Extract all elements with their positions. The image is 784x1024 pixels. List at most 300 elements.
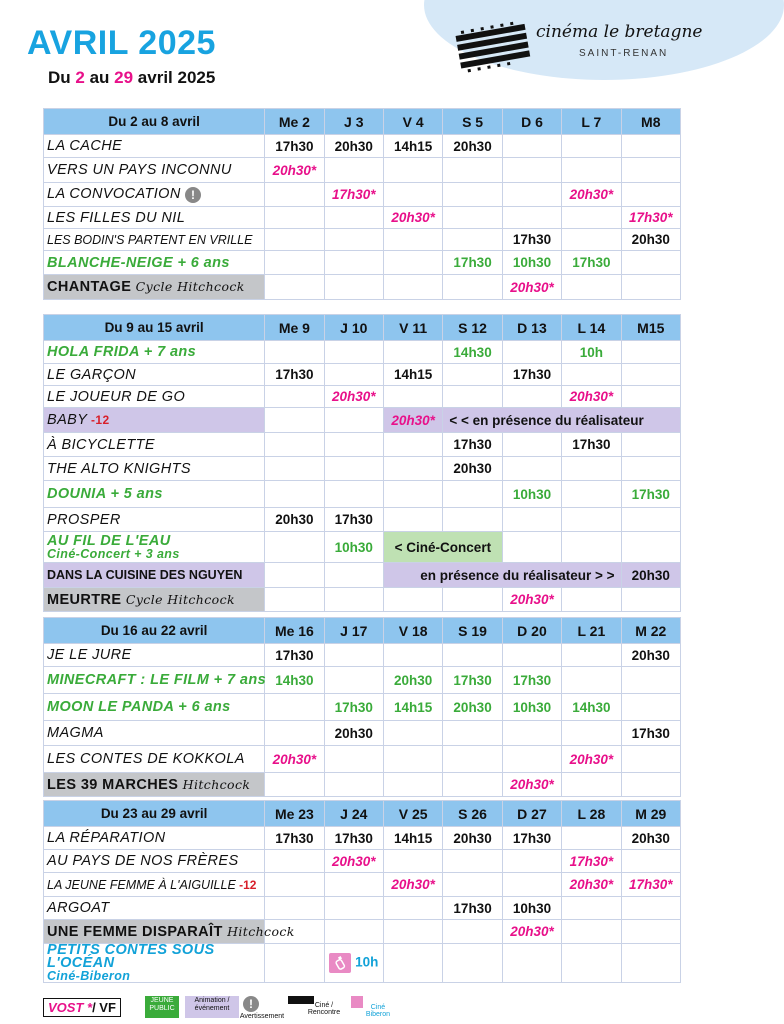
film-row: [44, 251, 681, 275]
week-table: [43, 800, 681, 983]
showtime: [324, 667, 383, 694]
showtime: 17h30: [265, 135, 324, 158]
film-title-text: DANS LA CUISINE DES NGUYEN: [47, 568, 243, 582]
showtime: 20h30: [621, 229, 680, 251]
showtime: [265, 457, 324, 481]
showtime: [324, 251, 383, 275]
showtime: 17h30: [265, 827, 324, 850]
showtime: [621, 920, 680, 944]
film-title-text: LA CONVOCATION: [47, 186, 181, 203]
showtime: 17h30: [502, 364, 561, 386]
showtime: 20h30*: [324, 850, 383, 873]
film-title-text: LES 39 MARCHES: [47, 776, 179, 793]
film-row: [44, 275, 681, 300]
week-table: [43, 314, 681, 612]
showtime: [383, 183, 442, 207]
film-title-text: BLANCHE-NEIGE: [47, 254, 174, 271]
age-restriction: -12: [235, 877, 257, 892]
film-title: [44, 532, 265, 563]
film-title-text: LES BODIN'S PARTENT EN VRILLE: [47, 232, 253, 247]
showtime: 17h30: [265, 644, 324, 667]
showtime: 14h15: [383, 135, 442, 158]
legend: [43, 996, 463, 1022]
film-row: [44, 408, 681, 433]
day-header: M15: [621, 315, 680, 341]
showtime: 20h30: [324, 721, 383, 746]
film-title-text: MINECRAFT : LE FILM: [47, 672, 210, 688]
day-header: L 21: [562, 618, 621, 644]
showtime: [383, 721, 442, 746]
showtime: 14h30: [562, 694, 621, 721]
showtime: 17h30: [502, 827, 561, 850]
showtime: [383, 644, 442, 667]
showtime: [562, 773, 621, 797]
showtime: 20h30*: [502, 773, 561, 797]
showtime: 20h30: [443, 827, 502, 850]
showtime: [324, 275, 383, 300]
showtime: 20h30*: [383, 873, 442, 897]
showtime: [621, 183, 680, 207]
showtime: [324, 773, 383, 797]
showtime: [383, 229, 442, 251]
showtime: [562, 827, 621, 850]
showtime: 17h30: [562, 251, 621, 275]
showtime: [383, 944, 442, 983]
showtime: 20h30*: [502, 275, 561, 300]
showtime: [562, 481, 621, 508]
event-note: < < en présence du réalisateur: [443, 408, 681, 433]
showtime: [502, 721, 561, 746]
film-title: [44, 183, 265, 207]
showtime: 17h30: [324, 508, 383, 532]
film-title-text: LE GARÇON: [47, 366, 137, 383]
showtime: 14h15: [383, 364, 442, 386]
film-title: [44, 827, 265, 850]
cinema-name: cinéma le bretagne: [536, 22, 703, 42]
film-title-text: MOON LE PANDA: [47, 699, 174, 715]
showtime: [383, 251, 442, 275]
film-title: [44, 229, 265, 251]
showtime: 20h30: [621, 563, 680, 588]
film-row: [44, 135, 681, 158]
film-title: [44, 481, 265, 508]
showtime: [621, 341, 680, 364]
day-header: L 28: [562, 801, 621, 827]
film-row: [44, 746, 681, 773]
cycle-label: Cycle Hitchcock: [121, 591, 235, 607]
showtime: [562, 508, 621, 532]
showtime: [265, 408, 324, 433]
film-title: [44, 873, 265, 897]
showtime: [502, 873, 561, 897]
film-title: [44, 694, 265, 721]
age-tag: + 7 ans: [209, 672, 267, 688]
showtime: [502, 433, 561, 457]
film-title: [44, 721, 265, 746]
week-range: Du 2 au 8 avril: [44, 109, 265, 135]
cycle-label: Hitchcock: [222, 923, 295, 939]
film-title-text: LES CONTES DE KOKKOLA: [47, 751, 245, 767]
showtime: [443, 275, 502, 300]
film-title-text: AU FIL DE L'EAU: [47, 532, 171, 549]
showtime: 20h30: [443, 694, 502, 721]
showtime: [265, 341, 324, 364]
day-header: J 3: [324, 109, 383, 135]
film-title: [44, 364, 265, 386]
film-title-text: LE JOUEUR DE GO: [47, 388, 186, 405]
day-header: Me 16: [265, 618, 324, 644]
showtime: [443, 183, 502, 207]
film-title: [44, 850, 265, 873]
film-title-text: LES FILLES DU NIL: [47, 209, 186, 226]
film-title: [44, 158, 265, 183]
film-row: [44, 944, 681, 983]
showtime: 10h: [562, 341, 621, 364]
film-title-text: VERS UN PAYS INCONNU: [47, 162, 232, 178]
legend-cine-rencontre: Ciné / Rencontre: [307, 1002, 341, 1016]
showtime: [324, 481, 383, 508]
film-row: [44, 386, 681, 408]
showtime: 17h30: [443, 433, 502, 457]
showtime: [621, 364, 680, 386]
legend-avertissement: Avertissement: [239, 1013, 285, 1020]
day-header: M8: [621, 109, 680, 135]
showtime: [621, 508, 680, 532]
showtime: [502, 341, 561, 364]
film-title-text: PROSPER: [47, 511, 121, 528]
film-title-text: DOUNIA: [47, 486, 107, 502]
film-title: [44, 563, 265, 588]
showtime: [562, 207, 621, 229]
day-header: S 26: [443, 801, 502, 827]
age-tag: + 6 ans: [173, 254, 230, 271]
day-header: V 25: [383, 801, 442, 827]
showtime: 17h30*: [324, 183, 383, 207]
film-title: [44, 433, 265, 457]
week-range: Du 23 au 29 avril: [44, 801, 265, 827]
film-row: [44, 364, 681, 386]
showtime: 17h30: [621, 721, 680, 746]
film-title-text: LA JEUNE FEMME À L'AIGUILLE: [47, 877, 236, 892]
showtime: [621, 694, 680, 721]
film-row: [44, 229, 681, 251]
film-title: [44, 457, 265, 481]
showtime: [324, 897, 383, 920]
showtime: [621, 275, 680, 300]
day-header: D 6: [502, 109, 561, 135]
day-header: J 10: [324, 315, 383, 341]
showtime: 17h30: [562, 433, 621, 457]
age-tag: + 5 ans: [106, 486, 163, 502]
day-header: D 20: [502, 618, 561, 644]
cycle-label: Cycle Hitchcock: [131, 279, 245, 294]
showtime: [265, 773, 324, 797]
showtime: [324, 873, 383, 897]
showtime: [265, 873, 324, 897]
day-header: V 4: [383, 109, 442, 135]
day-header: D 27: [502, 801, 561, 827]
showtime: [502, 457, 561, 481]
showtime: [383, 158, 442, 183]
showtime: [443, 229, 502, 251]
showtime: [621, 532, 680, 563]
film-row: [44, 588, 681, 612]
showtime: 20h30: [621, 827, 680, 850]
showtime: [443, 364, 502, 386]
film-title: [44, 135, 265, 158]
showtime: [265, 251, 324, 275]
showtime: 20h30*: [562, 386, 621, 408]
showtime: [443, 481, 502, 508]
showtime: [502, 850, 561, 873]
showtime: [443, 920, 502, 944]
showtime: [562, 588, 621, 612]
showtime: 17h30*: [621, 207, 680, 229]
showtime: [621, 746, 680, 773]
showtime: [265, 721, 324, 746]
warning-icon: !: [185, 187, 201, 203]
film-row: [44, 827, 681, 850]
showtime: [502, 532, 561, 563]
showtime: [383, 897, 442, 920]
film-title: [44, 746, 265, 773]
film-row: [44, 850, 681, 873]
age-restriction: -12: [87, 413, 110, 427]
showtime: 20h30*: [502, 588, 561, 612]
showtime: [562, 275, 621, 300]
film-row: [44, 433, 681, 457]
showtime: 20h30*: [502, 920, 561, 944]
showtime: [383, 275, 442, 300]
film-row: [44, 644, 681, 667]
showtime: [443, 207, 502, 229]
showtime: [265, 386, 324, 408]
legend-warning-icon: !: [243, 996, 259, 1012]
week-table: [43, 108, 681, 300]
film-title-text: MAGMA: [47, 725, 104, 741]
showtime: 20h30*: [562, 746, 621, 773]
showtime: [265, 207, 324, 229]
showtime: [324, 644, 383, 667]
showtime: 20h30: [621, 644, 680, 667]
day-header: Me 23: [265, 801, 324, 827]
showtime: [265, 433, 324, 457]
day-header: M 22: [621, 618, 680, 644]
showtime: 17h30: [324, 694, 383, 721]
showtime: [383, 588, 442, 612]
showtime: [621, 850, 680, 873]
showtime: [621, 386, 680, 408]
film-row: [44, 183, 681, 207]
showtime: [324, 364, 383, 386]
film-title: [44, 773, 265, 797]
day-header: L 7: [562, 109, 621, 135]
showtime: [621, 433, 680, 457]
showtime: 20h30*: [265, 158, 324, 183]
day-header: M 29: [621, 801, 680, 827]
showtime: [562, 667, 621, 694]
showtime: [265, 563, 324, 588]
week-header-row: [44, 801, 681, 827]
film-title-text: MEURTRE: [47, 591, 122, 608]
showtime: 17h30*: [621, 873, 680, 897]
film-row: [44, 508, 681, 532]
film-title-text: PETITS CONTES SOUS L'OCÉAN: [47, 942, 215, 971]
showtime: 14h30: [443, 341, 502, 364]
showtime: [621, 588, 680, 612]
showtime: [265, 944, 324, 983]
showtime: [265, 229, 324, 251]
showtime: [502, 508, 561, 532]
film-title-text: LA RÉPARATION: [47, 830, 166, 846]
film-title: [44, 920, 295, 944]
showtime: [383, 773, 442, 797]
showtime: [324, 158, 383, 183]
showtime: [265, 897, 324, 920]
film-row: [44, 773, 681, 797]
showtime: [265, 183, 324, 207]
showtime: 20h30*: [562, 183, 621, 207]
day-header: S 19: [443, 618, 502, 644]
film-row: [44, 667, 681, 694]
showtime: 10h30: [502, 897, 561, 920]
cycle-label: Hitchcock: [178, 776, 251, 792]
showtime: [383, 457, 442, 481]
film-title-text: HOLA FRIDA: [47, 344, 140, 360]
day-header: Me 9: [265, 315, 324, 341]
week-header-row: [44, 618, 681, 644]
showtime: [562, 532, 621, 563]
showtime: [383, 920, 442, 944]
showtime: [265, 588, 324, 612]
showtime-text: 10h: [355, 954, 379, 970]
showtime: [562, 229, 621, 251]
showtime: 14h15: [383, 827, 442, 850]
showtime: [443, 644, 502, 667]
showtime: 20h30*: [562, 873, 621, 897]
showtime: 20h30: [383, 667, 442, 694]
showtime: [324, 229, 383, 251]
film-row: [44, 341, 681, 364]
film-title: [44, 207, 265, 229]
event-note: en présence du réalisateur > >: [383, 563, 621, 588]
showtime: [502, 746, 561, 773]
showtime: [562, 944, 621, 983]
day-header: D 13: [502, 315, 561, 341]
showtime: 20h30*: [324, 386, 383, 408]
film-title-text: À BICYCLETTE: [47, 436, 155, 453]
film-title: [44, 667, 265, 694]
film-subtitle: Ciné-Concert + 3 ans: [47, 546, 180, 561]
film-row: [44, 158, 681, 183]
film-row: [44, 721, 681, 746]
week-range: Du 9 au 15 avril: [44, 315, 265, 341]
showtime: [443, 508, 502, 532]
showtime: [324, 207, 383, 229]
showtime: 10h30: [502, 481, 561, 508]
film-title: [44, 251, 265, 275]
showtime: [324, 746, 383, 773]
film-title-text: UNE FEMME DISPARAÎT: [47, 923, 223, 940]
showtime: [562, 644, 621, 667]
showtime: [502, 207, 561, 229]
showtime: 10h30: [324, 532, 383, 563]
week-range: Du 16 au 22 avril: [44, 618, 265, 644]
showtime: 17h30: [502, 229, 561, 251]
showtime: [383, 341, 442, 364]
showtime: [443, 873, 502, 897]
film-row: [44, 694, 681, 721]
film-row: [44, 207, 681, 229]
day-header: J 17: [324, 618, 383, 644]
event-note: < Ciné-Concert: [383, 532, 502, 563]
showtime: 10h30: [502, 694, 561, 721]
showtime: [383, 481, 442, 508]
showtime: [443, 944, 502, 983]
showtime: [502, 183, 561, 207]
showtime: [383, 746, 442, 773]
showtime: [562, 897, 621, 920]
film-title: [44, 386, 265, 408]
showtime: [443, 721, 502, 746]
showtime: [502, 158, 561, 183]
film-title-text: THE ALTO KNIGHTS: [47, 460, 191, 477]
showtime: 17h30: [443, 667, 502, 694]
showtime: [443, 386, 502, 408]
showtime: [502, 135, 561, 158]
showtime: [621, 897, 680, 920]
film-title-text: JE LE JURE: [47, 647, 132, 663]
showtime: [621, 135, 680, 158]
day-header: V 11: [383, 315, 442, 341]
showtime: [324, 408, 383, 433]
film-title-text: ARGOAT: [47, 900, 110, 916]
film-row: [44, 481, 681, 508]
film-row: [44, 532, 681, 563]
showtime: 17h30: [265, 364, 324, 386]
showtime: [324, 920, 383, 944]
showtime: [562, 457, 621, 481]
showtime: 10h30: [502, 251, 561, 275]
showtime: [621, 158, 680, 183]
showtime: [502, 644, 561, 667]
showtime: 17h30: [324, 827, 383, 850]
baby-bottle-icon: [329, 953, 351, 973]
showtime: [324, 457, 383, 481]
showtime: [562, 721, 621, 746]
week-header-row: [44, 315, 681, 341]
day-header: S 12: [443, 315, 502, 341]
film-row: [44, 873, 681, 897]
showtime: 20h30: [265, 508, 324, 532]
cinema-city: SAINT-RENAN: [579, 48, 669, 59]
showtime: [443, 773, 502, 797]
day-header: V 18: [383, 618, 442, 644]
legend-jeune-public: JEUNE PUBLIC: [145, 996, 179, 1018]
film-title: [44, 341, 265, 364]
showtime: [562, 135, 621, 158]
day-header: S 5: [443, 109, 502, 135]
legend-vost: VOST */ VF: [43, 998, 121, 1017]
showtime: [621, 457, 680, 481]
film-title-text: CHANTAGE: [47, 279, 132, 295]
age-tag: + 7 ans: [139, 344, 197, 360]
film-title: [44, 508, 265, 532]
showtime: [621, 667, 680, 694]
film-title: [44, 944, 265, 983]
showtime: 17h30*: [562, 850, 621, 873]
showtime: [443, 850, 502, 873]
